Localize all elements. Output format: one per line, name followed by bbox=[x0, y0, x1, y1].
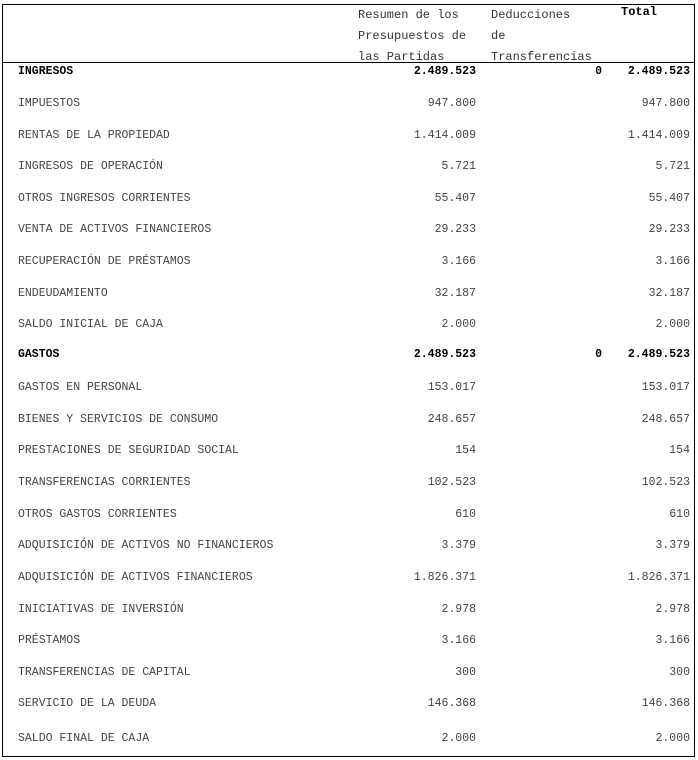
row-amount: 3.166 bbox=[441, 255, 476, 268]
table-row bbox=[2, 474, 695, 494]
header-deductions bbox=[491, 5, 592, 68]
row-label: SERVICIO DE LA DEUDA bbox=[18, 697, 157, 710]
row-amount: 2.489.523 bbox=[413, 348, 476, 361]
table-row bbox=[2, 348, 695, 368]
table-row bbox=[2, 537, 695, 557]
row-amount: 29.233 bbox=[434, 223, 476, 236]
row-label: RECUPERACIÓN DE PRÉSTAMOS bbox=[18, 255, 191, 268]
row-total: 1.826.371 bbox=[627, 571, 690, 584]
row-label: VENTA DE ACTIVOS FINANCIEROS bbox=[18, 223, 212, 236]
row-amount: 300 bbox=[455, 666, 476, 679]
header-deductions-line: Deducciones bbox=[491, 8, 571, 22]
row-amount: 610 bbox=[455, 508, 476, 521]
row-label: ADQUISICIÓN DE ACTIVOS NO FINANCIEROS bbox=[18, 539, 274, 552]
row-label: RENTAS DE LA PROPIEDAD bbox=[18, 129, 170, 142]
row-total: 610 bbox=[669, 508, 690, 521]
row-label: TRANSFERENCIAS CORRIENTES bbox=[18, 476, 191, 489]
header-deductions-line: de bbox=[491, 29, 506, 43]
row-amount: 55.407 bbox=[434, 192, 476, 205]
header-amount bbox=[358, 5, 466, 68]
row-amount: 947.800 bbox=[427, 97, 476, 110]
table-row bbox=[2, 664, 695, 684]
row-amount: 153.017 bbox=[427, 381, 476, 394]
table-row bbox=[2, 285, 695, 305]
table-row bbox=[2, 632, 695, 652]
row-amount: 146.368 bbox=[427, 697, 476, 710]
table-row bbox=[2, 316, 695, 336]
row-label: BIENES Y SERVICIOS DE CONSUMO bbox=[18, 413, 219, 426]
row-amount: 5.721 bbox=[441, 160, 476, 173]
header-amount-line: Resumen de los bbox=[358, 8, 459, 22]
row-total: 102.523 bbox=[641, 476, 690, 489]
table-row bbox=[2, 190, 695, 210]
table-row bbox=[2, 442, 695, 462]
row-total: 947.800 bbox=[641, 97, 690, 110]
row-label: PRÉSTAMOS bbox=[18, 634, 81, 647]
table-row bbox=[2, 253, 695, 273]
row-label: OTROS INGRESOS CORRIENTES bbox=[18, 192, 191, 205]
row-total: 300 bbox=[669, 666, 690, 679]
row-total: 1.414.009 bbox=[627, 129, 690, 142]
row-label: OTROS GASTOS CORRIENTES bbox=[18, 508, 177, 521]
table-row bbox=[2, 65, 695, 85]
row-total: 55.407 bbox=[648, 192, 690, 205]
row-total: 32.187 bbox=[648, 287, 690, 300]
table-row bbox=[2, 411, 695, 431]
row-label: SALDO FINAL DE CAJA bbox=[18, 732, 150, 745]
row-amount: 2.000 bbox=[441, 318, 476, 331]
row-amount: 2.978 bbox=[441, 603, 476, 616]
header-deductions-line: Transferencias bbox=[491, 50, 592, 64]
row-deduction: 0 bbox=[595, 348, 602, 361]
row-label: IMPUESTOS bbox=[18, 97, 81, 110]
table-row bbox=[2, 569, 695, 589]
row-total: 146.368 bbox=[641, 697, 690, 710]
row-label: GASTOS bbox=[18, 348, 60, 361]
row-label: PRESTACIONES DE SEGURIDAD SOCIAL bbox=[18, 444, 239, 457]
table-row bbox=[2, 506, 695, 526]
row-total: 154 bbox=[669, 444, 690, 457]
row-amount: 1.414.009 bbox=[413, 129, 476, 142]
header-total: Total bbox=[621, 5, 658, 19]
row-amount: 248.657 bbox=[427, 413, 476, 426]
table-row bbox=[2, 695, 695, 715]
header-amount-line: las Partidas bbox=[358, 50, 445, 64]
table-row bbox=[2, 730, 695, 750]
row-label: INGRESOS DE OPERACIÓN bbox=[18, 160, 163, 173]
row-total: 3.166 bbox=[655, 255, 690, 268]
row-label: INGRESOS bbox=[18, 65, 74, 78]
row-total: 2.489.523 bbox=[627, 348, 690, 361]
table-row bbox=[2, 127, 695, 147]
row-label: SALDO INICIAL DE CAJA bbox=[18, 318, 163, 331]
row-amount: 3.166 bbox=[441, 634, 476, 647]
row-total: 2.489.523 bbox=[627, 65, 690, 78]
row-amount: 2.000 bbox=[441, 732, 476, 745]
row-amount: 154 bbox=[455, 444, 476, 457]
table-row bbox=[2, 95, 695, 115]
row-amount: 3.379 bbox=[441, 539, 476, 552]
row-amount: 32.187 bbox=[434, 287, 476, 300]
row-amount: 102.523 bbox=[427, 476, 476, 489]
row-amount: 2.489.523 bbox=[413, 65, 476, 78]
row-total: 2.000 bbox=[655, 318, 690, 331]
row-total: 3.379 bbox=[655, 539, 690, 552]
row-label: INICIATIVAS DE INVERSIÓN bbox=[18, 603, 184, 616]
row-label: ENDEUDAMIENTO bbox=[18, 287, 108, 300]
row-total: 5.721 bbox=[655, 160, 690, 173]
table-row bbox=[2, 158, 695, 178]
row-amount: 1.826.371 bbox=[413, 571, 476, 584]
row-label: TRANSFERENCIAS DE CAPITAL bbox=[18, 666, 191, 679]
row-label: GASTOS EN PERSONAL bbox=[18, 381, 143, 394]
row-total: 248.657 bbox=[641, 413, 690, 426]
table-row bbox=[2, 601, 695, 621]
row-total: 153.017 bbox=[641, 381, 690, 394]
row-total: 2.978 bbox=[655, 603, 690, 616]
row-total: 2.000 bbox=[655, 732, 690, 745]
table-row bbox=[2, 221, 695, 241]
header-amount-line: Presupuestos de bbox=[358, 29, 467, 43]
row-deduction: 0 bbox=[595, 65, 602, 78]
table-row bbox=[2, 379, 695, 399]
row-label: ADQUISICIÓN DE ACTIVOS FINANCIEROS bbox=[18, 571, 253, 584]
row-total: 3.166 bbox=[655, 634, 690, 647]
row-total: 29.233 bbox=[648, 223, 690, 236]
